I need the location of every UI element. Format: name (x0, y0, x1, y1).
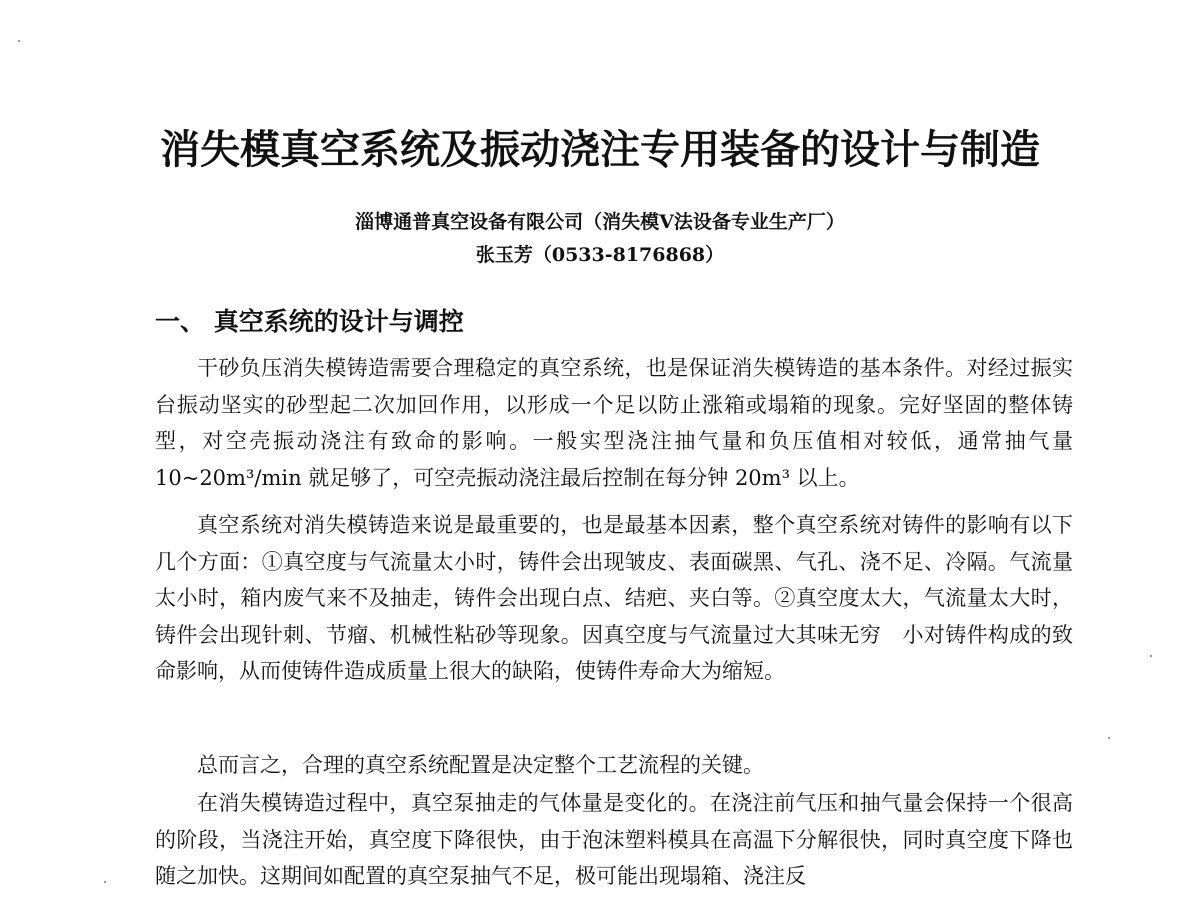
author-line: 张玉芳（0533-8176868） (475, 244, 725, 266)
scan-speck (1108, 737, 1110, 739)
paper-title: 消失模真空系统及振动浇注专用装备的设计与制造 (160, 126, 1040, 173)
affiliation: 淄博通普真空设备有限公司（消失模V法设备专业生产厂） (355, 211, 845, 233)
scan-speck (18, 40, 20, 42)
section-heading: 一、 真空系统的设计与调控 (155, 307, 464, 336)
paragraph-3: 总而言之，合理的真空系统配置是决定整个工艺流程的关键。 (197, 753, 764, 777)
scan-speck (1150, 655, 1152, 657)
scan-speck (104, 881, 106, 883)
paragraph-1: 干砂负压消失模铸造需要合理稳定的真空系统，也是保证消失模铸造的基本条件。对经过振实台振动坚实的砂型起二次加回作用，以形成一个足以防止涨箱或塌箱的现象。完好坚固的整体铸型，对空壳振动浇注有致命的影响。一般实型浇注抽气量和负压值相对较低，通常抽气量 10~20m³/min 就足够了，可空壳振动浇注最后控制在每分钟 20m³ 以上。 (155, 356, 1073, 490)
paragraph-2: 真空系统对消失模铸造来说是最重要的，也是最基本因素，整个真空系统对铸件的影响有以下几个方面：①真空度与气流量太小时，铸件会出现皱皮、表面碳黑、气孔、浇不足、冷隔。气流量太小时，箱内废气来不及抽走，铸件会出现白点、结疤、夹白等。②真空度太大，气流量太大时，铸件会出现针刺、节瘤、机械性粘砂等现象。因真空度与气流量过大其味无穷 小对铸件构成的致命影响，从而使铸件造成质量上很大的缺陷，使铸件寿命大为缩短。 (155, 513, 1073, 683)
paragraph-4: 在消失模铸造过程中，真空泵抽走的气体量是变化的。在浇注前气压和抽气量会保持一个很高的阶段，当浇注开始，真空度下降很快，由于泡沫塑料模具在高温下分解很快，同时真空度下降也随之加快。这期间如配置的真空泵抽气不足，极可能出现塌箱、浇注反 (155, 791, 1073, 888)
